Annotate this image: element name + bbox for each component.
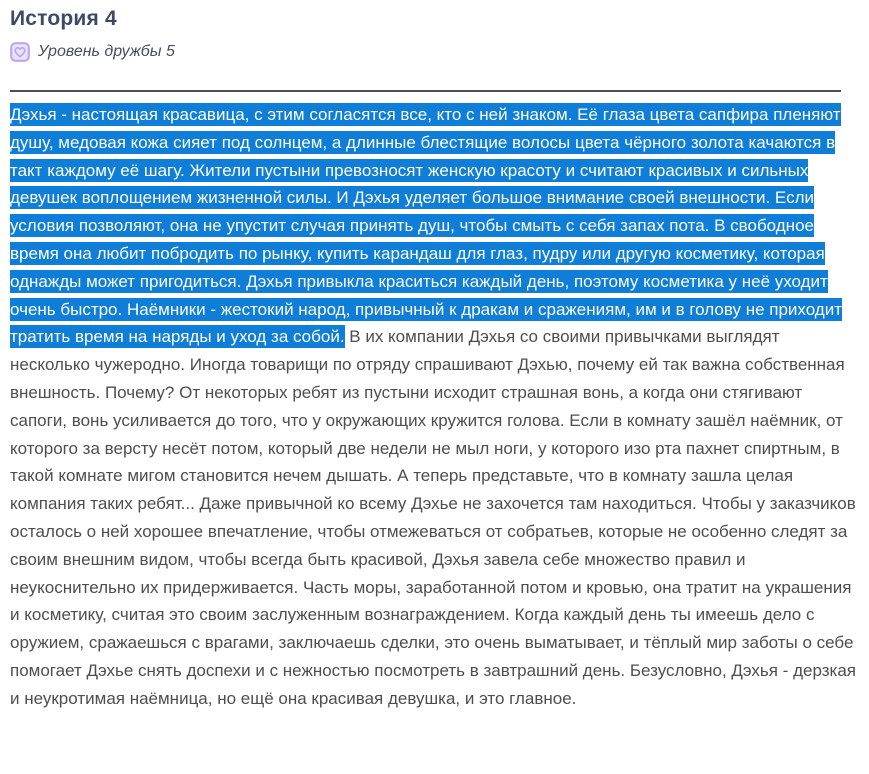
friendship-level-row bbox=[10, 41, 859, 63]
story-text bbox=[10, 101, 859, 713]
section-divider bbox=[10, 90, 841, 92]
selected-story-text: Дэхья - настоящая красавица, с этим согласятся все, кто с ней знаком. Её глаза цвета сапфира пленяют душу, медовая кожа сияет под солнцем, а длинные блестящие волосы цвета чёрного золота качаются в такт каждому её шагу. Жители пустыни превозносят женскую красоту и считают красивых и сильных девушек воплощением жизненной силы. И Дэхья уделяет большое внимание своей внешности. Если условия позволяют, она не упустит случая принять душ, чтобы смыть с себя запах пота. В свободное время она любит побродить по рынку, купить карандаш для глаз, пудру или другую косметику, которая однажды может пригодиться. Дэхья привыкла краситься каждый день, поэтому косметика у неё уходит очень быстро. Наёмники - жестокий народ, привычный к дракам и сражениям, им и в голову не приходит тратить время на наряды и уход за собой. bbox=[10, 105, 843, 347]
unselected-story-text: В их компании Дэхья со своими привычками выглядят несколько чужеродно. Иногда товарищи по отряду спрашивают Дэхью, почему ей так важна собственная внешность. Почему? От некоторых ребят из пустыни исходит страшная вонь, а когда они стягивают сапоги, вонь усиливается до того, что у окружающих кружится голова. Если в комнату зашёл наёмник, от которого за версту несёт потом, который две недели не мыл ноги, у которого изо рта пахнет спиртным, в такой комнате мигом становится нечем дышать. А теперь представьте, что в комнату зашла целая компания таких ребят... Даже привычной ко всему Дэхье не захочется там находиться. Чтобы у заказчиков осталось о ней хорошее впечатление, чтобы отмежеваться от собратьев, которые не особенно следят за своим внешним видом, чтобы всегда быть красивой, Дэхья завела себе множество правил и неукоснительно их придерживается. Часть моры, заработанной потом и кровью, она тратит на украшения и косметику, считая это своим заслуженным вознаграждением. Когда каждый день ты имеешь дело с оружием, сражаешься с врагами, заключаешь сделки, это очень выматывает, и тёплый мир заботы о себе помогает Дэхье снять доспехи и с нежностью посмотреть в завтрашний день. Безусловно, Дэхья - дерзкая и неукротимая наёмница, но ещё она красивая девушка, и это главное. bbox=[10, 327, 856, 708]
friendship-level-label: Уровень дружбы 5 bbox=[38, 43, 175, 60]
page-title: История 4 bbox=[10, 7, 117, 30]
friendship-heart-badge-icon bbox=[10, 42, 30, 62]
